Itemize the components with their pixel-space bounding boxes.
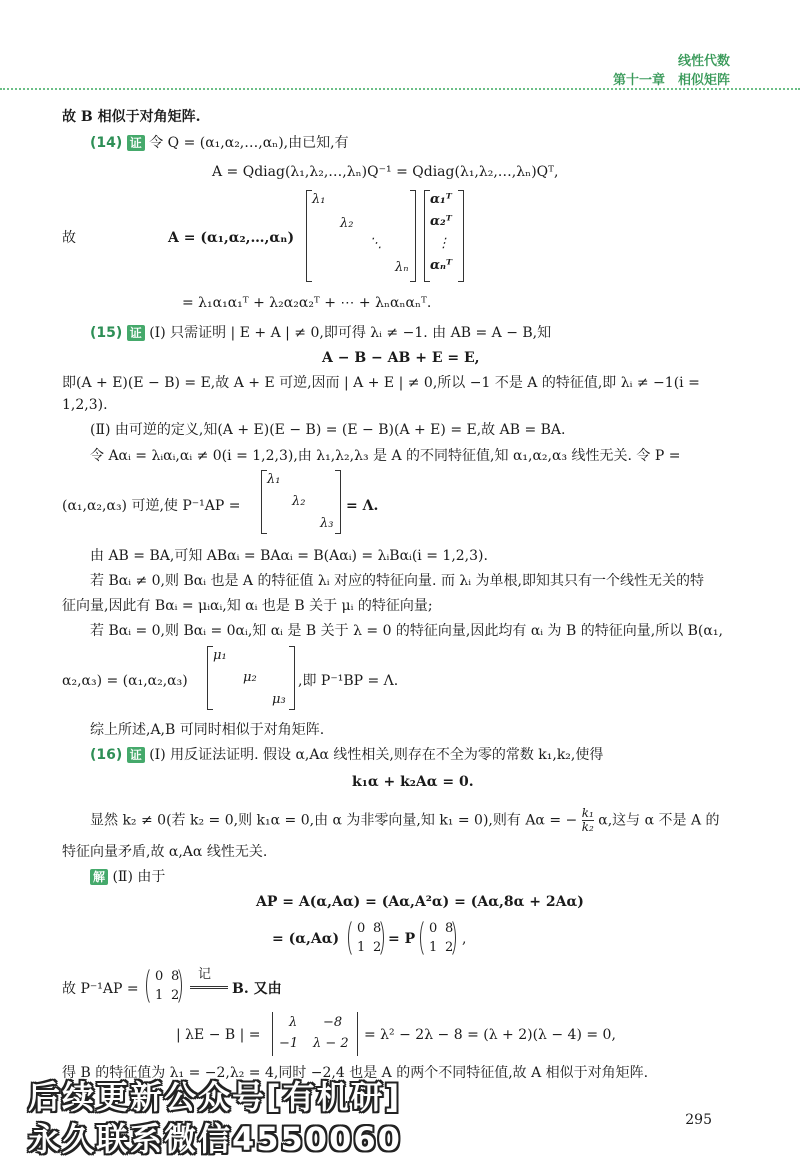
text-line: B. 又由	[232, 981, 282, 997]
text-line: 特征向量矛盾,故 α,Aα 线性无关.	[62, 844, 268, 860]
matrix-entry: λ₁	[312, 192, 326, 207]
text-line: 1,2,3).	[62, 397, 108, 413]
matrix-0812	[348, 918, 384, 958]
watermark-line-2: 永久联系微信4550060	[28, 1120, 402, 1158]
text-line: 令 Aαᵢ = λᵢαᵢ,αᵢ ≠ 0(i = 1,2,3),由 λ₁,λ₂,λ₃ 是 A 的不同特征值,知 α₁,α₂,α₃ 线性无关. 令 P =	[90, 448, 681, 464]
page-number: 295	[685, 1112, 712, 1128]
problem-text: (Ⅰ) 只需证明 | E + A | ≠ 0,即可得 λᵢ ≠ −1. 由 AB = A − B,知	[149, 325, 552, 341]
text-line: 由 AB = BA,可知 ABαᵢ = BAαᵢ = B(Aαᵢ) = λᵢBαᵢ(i = 1,2,3).	[90, 548, 488, 564]
matrix-entry: λ₂	[340, 216, 354, 231]
text-line: (α₁,α₂,α₃) 可逆,使 P⁻¹AP =	[62, 498, 241, 514]
text-segment: 显然 k₂ ≠ 0(若 k₂ = 0,则 k₁α = 0,由 α 为非零向量,知 k₁ = 0),则有 Aα = −	[90, 812, 578, 829]
matrix-entry: −8	[323, 1015, 343, 1030]
diag-matrix	[306, 190, 416, 282]
problem-number: (15)	[90, 325, 123, 341]
problem-text: (Ⅰ) 用反证法证明. 假设 α,Aα 线性相关,则存在不全为零的常数 k₁,k₂,使得	[149, 747, 604, 763]
proof-badge: 证	[127, 747, 145, 763]
problem-text: 令 Q = (α₁,α₂,…,αₙ),由已知,有	[149, 135, 349, 151]
fraction-denominator: k₂	[581, 820, 594, 834]
fraction	[582, 807, 594, 834]
text-line	[90, 868, 165, 886]
header-book: 线性代数	[677, 54, 730, 69]
matrix-entry: μ₁	[213, 648, 227, 663]
text-line: 故	[62, 230, 76, 246]
matrix-entry: 2	[445, 940, 454, 955]
fraction-numerator: k₁	[581, 806, 594, 820]
text-line: (Ⅱ) 由可逆的定义,知(A + E)(E − B) = (E − B)(A + E) = E,故 AB = BA.	[90, 422, 566, 438]
matrix-entry: 1	[429, 940, 438, 955]
mu-matrix	[207, 646, 295, 710]
matrix-entry: 0	[429, 921, 438, 936]
determinant	[272, 1012, 358, 1056]
matrix-entry: 8	[373, 921, 382, 936]
text-line: 综上所述,A,B 可同时相似于对角矩阵.	[90, 722, 325, 738]
equals-arrow	[190, 986, 228, 989]
matrix-entry: α₁ᵀ	[430, 192, 452, 207]
equation: = λ₁α₁α₁ᵀ + λ₂α₂α₂ᵀ + ⋯ + λₙαₙαₙᵀ.	[182, 295, 432, 311]
matrix-0812	[146, 966, 182, 1006]
matrix-entry: μ₃	[272, 692, 286, 707]
matrix-entry: αₙᵀ	[430, 258, 453, 273]
matrix-entry: 0	[357, 921, 366, 936]
problem-number: (14)	[90, 135, 123, 151]
header-chapter: 第十一章 相似矩阵	[612, 73, 730, 88]
equation: = (α,Aα)	[272, 931, 340, 947]
matrix-entry: 2	[171, 988, 180, 1003]
matrix-entry: ⋮	[437, 236, 450, 251]
equation: | λE − B | =	[176, 1027, 261, 1043]
text-line: 征向量,因此有 Bαᵢ = μᵢαᵢ,知 αᵢ 也是 B 关于 μᵢ 的特征向量;	[62, 598, 433, 614]
lambda-matrix	[261, 470, 341, 534]
solution-badge: 解	[90, 869, 108, 885]
problem-16	[90, 746, 603, 764]
matrix-entry: α₂ᵀ	[430, 214, 452, 229]
equation: k₁α + k₂Aα = 0.	[352, 774, 474, 790]
header-divider	[0, 88, 800, 90]
text-line: 得 B 的特征值为 λ₁ = −2,λ₂ = 4,同时 −2,4 也是 A 的两个不同特征值,故 A 相似于对角矩阵.	[62, 1065, 649, 1081]
matrix-entry: ⋱	[369, 236, 382, 251]
matrix-entry: 1	[155, 988, 164, 1003]
equation: A − B − AB + E = E,	[322, 350, 480, 366]
text-line: 即(A + E)(E − B) = E,故 A + E 可逆,因而 | A + E | ≠ 0,所以 −1 不是 A 的特征值,即 λᵢ ≠ −1(i =	[62, 375, 700, 391]
matrix-entry: λ₁	[267, 472, 281, 487]
matrix-entry: 8	[171, 969, 180, 984]
text-segment: α,这与 α 不是 A 的	[598, 812, 720, 829]
matrix-entry: −1	[279, 1036, 299, 1051]
proof-badge: 证	[127, 325, 145, 341]
text-line: 若 Bαᵢ ≠ 0,则 Bαᵢ 也是 A 的特征值 λᵢ 对应的特征向量. 而 λᵢ 为单根,即知其只有一个线性无关的特	[90, 573, 704, 589]
watermark-line-1: 后续更新公众号[有机研]	[28, 1078, 402, 1116]
equation: = P	[388, 931, 416, 947]
equation: A = (α₁,α₂,…,αₙ)	[168, 230, 295, 246]
matrix-entry: λ − 2	[313, 1036, 349, 1051]
equation: = λ² − 2λ − 8 = (λ + 2)(λ − 4) = 0,	[364, 1027, 616, 1043]
column-matrix	[424, 190, 464, 282]
matrix-entry: λ₃	[320, 516, 334, 531]
matrix-entry: λ	[289, 1015, 298, 1030]
text-line: ,即 P⁻¹BP = Λ.	[298, 673, 399, 689]
text-segment: (Ⅱ) 由于	[112, 869, 166, 885]
matrix-entry: μ₂	[243, 670, 257, 685]
text-line: 故 B 相似于对角矩阵.	[62, 109, 201, 125]
text-line: α₂,α₃) = (α₁,α₂,α₃)	[62, 673, 188, 689]
equation: A = Qdiag(λ₁,λ₂,…,λₙ)Q⁻¹ = Qdiag(λ₁,λ₂,…,λₙ)Qᵀ,	[212, 164, 559, 180]
matrix-entry: 2	[373, 940, 382, 955]
matrix-entry: 0	[155, 969, 164, 984]
matrix-entry: 1	[357, 940, 366, 955]
text-line	[90, 807, 720, 834]
problem-number: (16)	[90, 747, 123, 763]
matrix-entry: λₙ	[395, 260, 409, 275]
equation: ,	[462, 931, 467, 947]
proof-badge: 证	[127, 135, 145, 151]
problem-15	[90, 324, 551, 342]
text-line: 若 Bαᵢ = 0,则 Bαᵢ = 0αᵢ,知 αᵢ 是 B 关于 λ = 0 的特征向量,因此均有 αᵢ 为 B 的特征向量,所以 B(α₁,	[90, 623, 723, 639]
matrix-entry: 8	[445, 921, 454, 936]
matrix-entry: λ₂	[292, 494, 306, 509]
equation: AP = A(α,Aα) = (Aα,A²α) = (Aα,8α + 2Aα)	[256, 894, 584, 910]
problem-14	[90, 134, 349, 152]
text-line: 故 P⁻¹AP =	[62, 981, 139, 997]
arrow-label: 记	[198, 967, 212, 982]
text-line: = Λ.	[346, 498, 379, 514]
matrix-0812	[420, 918, 456, 958]
